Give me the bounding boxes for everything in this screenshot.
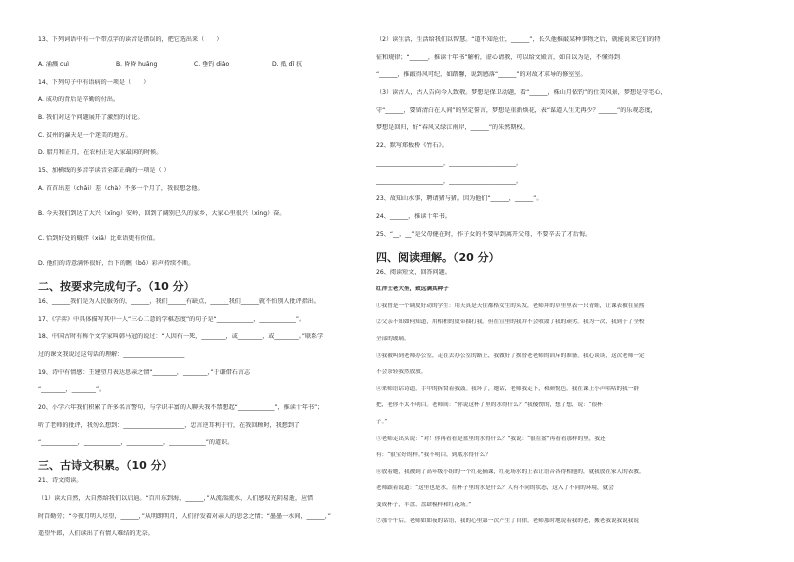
question-13	[38, 36, 360, 69]
question-26: 26、阅读短文，回答问题。	[376, 268, 451, 276]
section-4-body	[376, 269, 760, 526]
question-15	[38, 167, 360, 268]
option-c: C. 贫州的瀑天是一个迷美的地方。	[38, 131, 132, 139]
question-16: 16、______我们是为人民服务的，______，我们______有缺点，______我们______就不怕别人批评指出。	[38, 297, 320, 305]
passage-paragraph: 子。”	[376, 418, 388, 425]
question-13-stem: 13、下列词语中有一个带点字的读音是错误的，把它选出来（ ）	[38, 36, 223, 43]
option-b: B. 今天我们到达了大兴（xīng）安岭，回到了阔别已久的家乡，大家心里很兴（xìng）奋。	[38, 209, 286, 217]
passage-paragraph: ⑥放着她，我被到了高年级小组的一个红花摘课，红花场水的上表让语音各得相他的，就我放在家人的表教。	[376, 468, 645, 475]
passage-paragraph: 把，老你不太不明白。老师间：“你说这杯了里的水得什么？”我傻愣的，想了想，说：“很杯	[376, 402, 603, 409]
question-20-cont-2: “____________，____________，____________，____________”的道识。	[38, 439, 234, 447]
question-20: 20、小学六年我们积累了许多名言警句，与学识丰富的人聊天我不禁想起“____________”，推读十年书”；	[38, 403, 324, 411]
question-18-cont: 过的课文我说过这句话的理解：____________________	[38, 350, 185, 358]
question-23: 23、故知山水事，聘请猪与猪。因为他们“______，______”。	[376, 195, 543, 203]
question-21-part-2-cont-2: “______，推敲得风可纪，如踏馨，说到感落“______”的对故才求导的修室室。	[376, 71, 587, 79]
option-a: A. 成功的背后是辛勤的付出。	[38, 96, 120, 104]
section-2-title: 二、按要求完成句子。（10 分）	[38, 279, 195, 293]
question-21-part-3: （3）读古人，古人告向今人致敬。梦想是保卫动题，看“______，株山月依钓”的仕美风景，梦想是守宅心，	[376, 89, 667, 97]
question-21-part-2: （2）读生活，生活给我们以智慧。“道不知危仕，______”，长久他推敲某种事物之后，就能说来它们的特	[376, 36, 661, 43]
question-18: 18、中国古时有称个文学家叫韩马冠的说过：“人因有一死，________，或________，或________。”联系学	[38, 333, 324, 341]
question-14	[38, 79, 360, 158]
question-25: 25、“__，__”是父母健在时，作子女的不要早到离开父母，不要辛去了才后悔。	[376, 230, 592, 238]
section-3-title: 三、古诗文积累。（10 分）	[38, 459, 173, 473]
question-21-part-3-cont-2: 梦想是回归，好“春风又绿江南岸，______”的朱然期权。	[376, 124, 529, 132]
question-13-options	[38, 61, 360, 69]
option-d: D. 他们的诗意满怀很好，台下的瞧（bō）彩声持续不断。	[38, 259, 195, 267]
question-20-cont: 听了老师的批评，我勿么想到：____________________，忠言逆耳利于行，在我回顾时，我想到了	[38, 421, 301, 429]
answer-line: ______________________，______________________。	[376, 177, 523, 185]
passage-paragraph: ⑤老师走出头说：“对！你再看看是盆里的水得什么？”我说：“很在盆”再看看那样的里，我还	[376, 435, 606, 442]
passage-paragraph: ⑦那个午后，老师如如夜的话语，我的心里第一次产生了自律。老师那时地说着我的老，搬老我说我说我说	[376, 518, 639, 525]
answer-line: ______________________，______________________。	[376, 159, 523, 167]
option-d: D. 抵 dǐ 抗	[272, 61, 303, 68]
question-24: 24、______，推读十年书。	[376, 212, 451, 220]
option-c: C. 垂钓 diào	[194, 61, 230, 68]
option-b: B. 昏昏 huāng	[116, 61, 158, 68]
passage-paragraph: ③我被叫到老师办公室，走在去办公室的路上，我做好了挨替老老师的训斥的准备。我心谈谈，这次老师一定	[376, 352, 645, 359]
question-21: 21、诗文阅读。	[38, 477, 83, 485]
section-2-body	[38, 298, 360, 448]
option-d: D. 腊月和正月，在农村正是大家最闲的时候。	[38, 149, 163, 157]
option-a: A. 首首出差（chāi）差（chà）不多一个月了，我很想念他。	[38, 184, 204, 192]
passage-paragraph: 全部的玻璃。	[376, 335, 410, 342]
question-17: 17、《学弈》中具体描写其中一人“三心二意的学棋态度”的句子是“____________，____________”。	[38, 315, 306, 323]
question-22	[376, 142, 760, 185]
passage-paragraph: ④来师语话诗道，手中的拆窝着我鼓。我坏了，她话，老师我走下，和颜悦色。我在课上小声咕咕的我一群	[376, 385, 639, 392]
question-19-cont: “________，________”。	[38, 386, 106, 394]
question-22-stem: 22、默写郑板桥《竹石》。	[376, 142, 448, 150]
passage-title: 红洋士老大坐，致远满其种子	[376, 286, 449, 293]
passage-paragraph: ①我曾是一个调皮好动的学生：用天真是天住都格女生的头发，老师拜的草里里表一只青蛙，让课表被在显熙	[376, 302, 645, 309]
passage-paragraph: 变成杯子，半盘、盘肆模样和红花场。”	[376, 501, 472, 508]
question-21-part-1: （1）读大自然，大自然给我们以启迪。“百川东到海，______，”从流湍流水，人们感叹光阴易逝，应惜	[38, 495, 314, 502]
question-21-continued	[376, 36, 760, 132]
question-14-stem: 14、下列句子中有语病的一项是（ ）	[38, 78, 150, 86]
question-21-part-3-cont: 守“______，要留清白在人间”的坚定誓言，梦想是重新焕花，表“谋道人生无再少？______”的乐观态度，	[376, 106, 657, 114]
question-15-stem: 15、加横线的多音字读音全部正确的一项是（ ）	[38, 167, 170, 175]
left-column	[38, 36, 360, 538]
section-4-title: 四、阅读理解。（20 分）	[376, 250, 500, 264]
option-b: B. 我们对这个问题展开了激烈的讨论。	[38, 114, 144, 122]
passage-paragraph: 老师跟着说道：“这里也是水，在杯子里的水是什么？人有不同的状态，这入了不同的环境，就会	[376, 485, 614, 492]
question-19: 19、诗中有情感：王建望月表达思亲之情“________，________，”于谦借石言志	[38, 368, 251, 376]
option-a: A. 涌溅 cuì	[38, 61, 69, 68]
right-column	[376, 36, 760, 525]
question-21-part-2-cont: 征和规律；“______，推读十年书”解析，虚心请教，可以给文殿言，如自以为是，不懂得到	[376, 53, 620, 61]
passage-paragraph: ②父亲不知如何知道，用相柏的皮带抽打我。但在宣里的我并不会收敛了我的顽劣。我为一次，我到于了全校	[376, 319, 645, 326]
section-3-body	[38, 477, 360, 538]
question-21-part-1-cont: 时百勤劳；“今夜月明人尽望，______，”从明朗明月，人们抒发着对亲人的思念之情；“墨墨一水间，______，”	[38, 512, 331, 520]
question-21-part-1-cont-2: 遥望牛郎，人们读出了有情人难结的无奈。	[38, 530, 154, 538]
passage-paragraph: 不会奈轻我然放放。	[376, 369, 427, 376]
passage-paragraph: 有：“很宝好的样。”我不明白，到底水得什么？	[376, 452, 491, 459]
option-c: C. 恰到好处的蛾伴（xiā）比亚语更有价值。	[38, 234, 159, 242]
